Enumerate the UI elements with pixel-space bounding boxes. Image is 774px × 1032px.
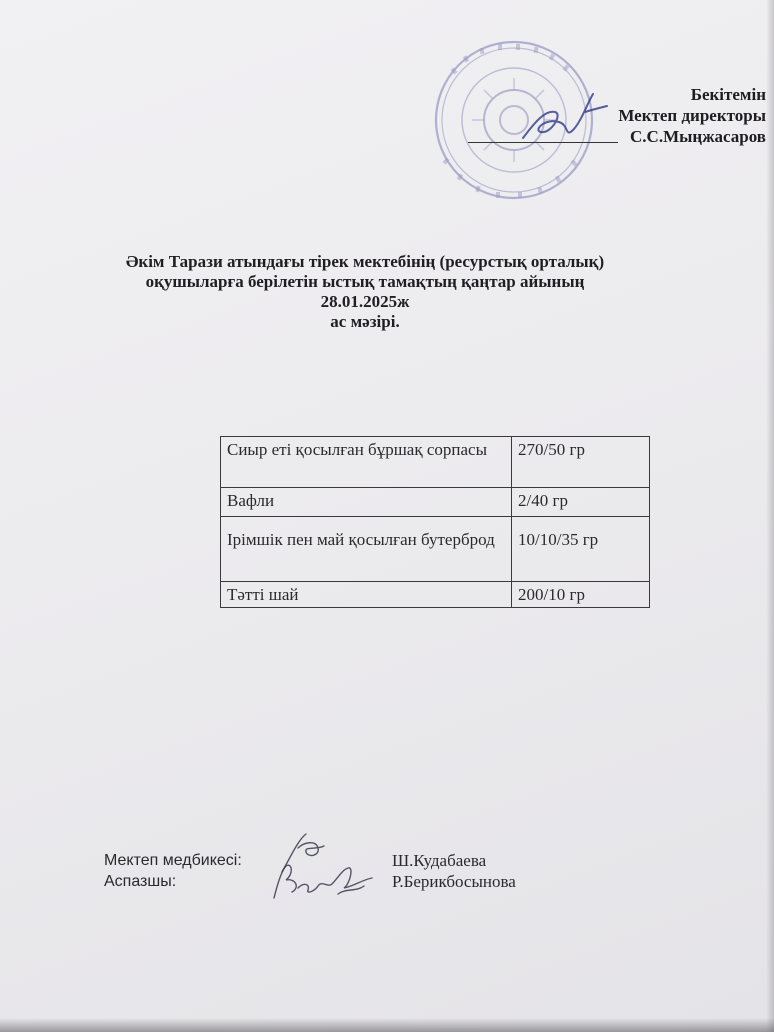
document-title: [100, 252, 630, 332]
table-row: [221, 582, 650, 608]
portion-cell: 270/50 гр: [512, 437, 650, 488]
menu-table: [220, 436, 650, 608]
title-line-4: ас мәзірі.: [330, 312, 400, 331]
approval-heading: Бекітемін: [690, 85, 766, 104]
portion-cell: 200/10 гр: [512, 582, 650, 608]
dish-cell: Тәтті шай: [221, 582, 512, 608]
dish-cell: Сиыр еті қосылған бұршақ сорпасы: [221, 437, 512, 488]
nurse-role: Мектеп медбикесі:: [104, 852, 242, 869]
cook-row: [104, 871, 544, 892]
title-line-1: Әкім Тарази атындағы тірек мектебінің (ресурстық орталық): [125, 252, 605, 271]
approval-position: Мектеп директоры: [618, 106, 766, 125]
table-row: [221, 437, 650, 488]
table-row: [221, 517, 650, 582]
signature-underline: [468, 142, 618, 143]
approval-director-name: С.С.Мыңжасаров: [630, 127, 766, 146]
cook-role: Аспазшы:: [104, 873, 177, 890]
signatures-block: [104, 850, 544, 892]
portion-cell: 10/10/35 гр: [512, 517, 650, 582]
dish-cell: Вафли: [221, 488, 512, 517]
approval-block: [618, 84, 766, 147]
table-row: [221, 488, 650, 517]
portion-cell: 2/40 гр: [512, 488, 650, 517]
nurse-row: [104, 850, 544, 871]
page-bottom-shadow: [0, 1018, 774, 1032]
nurse-name: Ш.Кудабаева: [392, 851, 487, 870]
approval-director-line: [618, 126, 766, 147]
cook-name: Р.Берикбосынова: [392, 872, 516, 891]
page-edge-shadow: [766, 0, 774, 1032]
dish-cell: Ірімшік пен май қосылған бутерброд: [221, 517, 512, 582]
title-line-2: оқушыларға берілетін ыстық тамақтың қаңтар айының: [145, 272, 585, 291]
title-date: 28.01.2025ж: [320, 292, 410, 311]
